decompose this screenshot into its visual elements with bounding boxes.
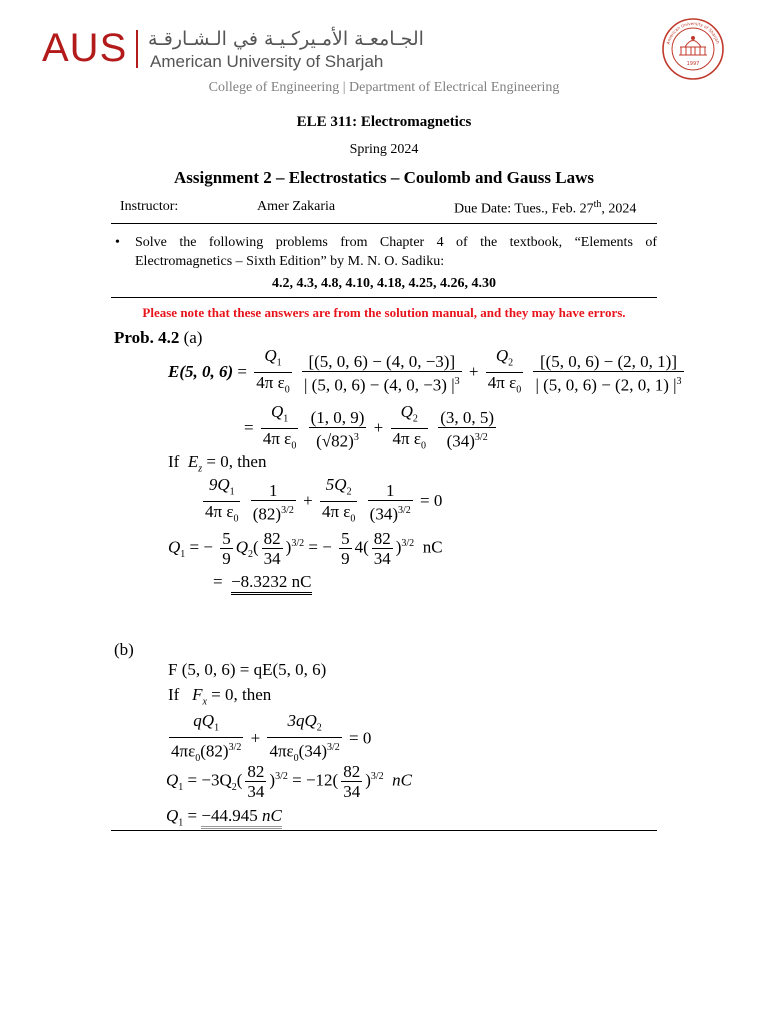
eq-a-line1: E(5, 0, 6) = $\frac{Q_1}{4\pi \varepsilon_0}$ $\frac{[(5, 0, 6) - (4, 0, -3)]}{| (5, 0, 6) - (4, 0, -3) |^3}$ + $\frac{Q_2}{4\pi \varepsilon_0}$ $\frac{[(5, 0, 6) - (2, 0, 1)]}{| (5, 0, 6) - (2, 0, 1) |^3}$ [168,346,682,396]
eq-b-q1: $Q_1 = -3Q_2$( $\frac{82}{34}$ )$^{3/2}$ = −12( $\frac{82}{34}$ )$^{3/2}$ nC [166,762,412,801]
answer-a: −8.3232 nC [231,572,311,595]
instructions-text: Solve the following problems from Chapter 4 of the textbook, “Elements of Electromagnetics – Sixth Edition” by M. N. O. Sadiku: [135,235,657,269]
eq-b-line2: $\frac{qQ_1}{4\pi\varepsilon_0(82)^{3/2}}$ + $\frac{3qQ_2}{4\pi\varepsilon_0(34)^{3/2}}$ = 0 [171,711,372,765]
eq-a-line3: $\frac{9Q_1}{4\pi \varepsilon_0}$ $\frac{1}{(82)^{3/2}}$ + $\frac{5Q_2}{4\pi \varepsilon_0}$ $\frac{1}{(34)^{3/2}}$ = 0 [205,475,443,525]
solution-bottom-rule [111,830,657,831]
seal-year: 1997 [686,61,700,67]
eq-b-line1: F (5, 0, 6) = qE(5, 0, 6) [168,660,327,679]
university-name-english: American University of Sharjah [150,52,384,71]
college-line: College of Engineering | Department of Electrical Engineering [208,80,560,95]
problem-list: 4.2, 4.3, 4.8, 4.10, 4.18, 4.25, 4.26, 4.30 [272,276,496,291]
part-b-label: (b) [114,640,134,659]
instructions-bullet [115,233,657,271]
seal-ring-text: American University of Sharjah [665,20,721,45]
instructor-name: Amer Zakaria [257,199,336,214]
eq-a-q1: $Q_1$ = − $\frac{5}{9}$ $Q_2$( $\frac{82}{34}$ )$^{3/2}$ = − $\frac{5}{9}$ 4( $\frac{82}{34}$ )$^{3/2}$ nC [168,529,443,568]
term: Spring 2024 [349,142,419,157]
solution-manual-notice: Please note that these answers are from the solution manual, and they may have errors. [142,305,626,320]
answer-b: −44.945 nC [201,806,281,829]
university-seal-icon [661,17,725,81]
university-name-arabic: الجـامعـة الأمـيركـيـة في الـشـارقـة [148,28,424,50]
logo-divider [136,30,138,68]
instructor-label: Instructor: [120,199,179,214]
bullet-icon: • [115,235,120,250]
due-date: Due Date: Tues., Feb. 27th, 2024 [454,199,637,217]
course-title: ELE 311: Electromagnetics [296,114,472,130]
eq-a-line2: = $\frac{Q_1}{4\pi \varepsilon_0}$ $\frac{(1, 0, 9)}{(√82)^3}$ + $\frac{Q_2}{4\pi \varepsilon_0}$ $\frac{(3, 0, 5)}{(34)^{3/2}}$ [244,402,495,452]
eq-b-condition: If $F_x = 0$, then [168,685,272,708]
eq-b-result: $Q_1 = -44.945$ nC [166,806,282,829]
problem-heading: Prob. 4.2 (a) [114,328,203,347]
aus-logo-text: AUS [42,26,128,70]
header-rule [111,223,657,224]
eq-a-condition: If $E_z = 0$, then [168,452,267,475]
instructions-rule [111,297,657,298]
assignment-title: Assignment 2 – Electrostatics – Coulomb and Gauss Laws [173,168,594,187]
eq-a-result: = −8.3232 nC [213,572,312,592]
